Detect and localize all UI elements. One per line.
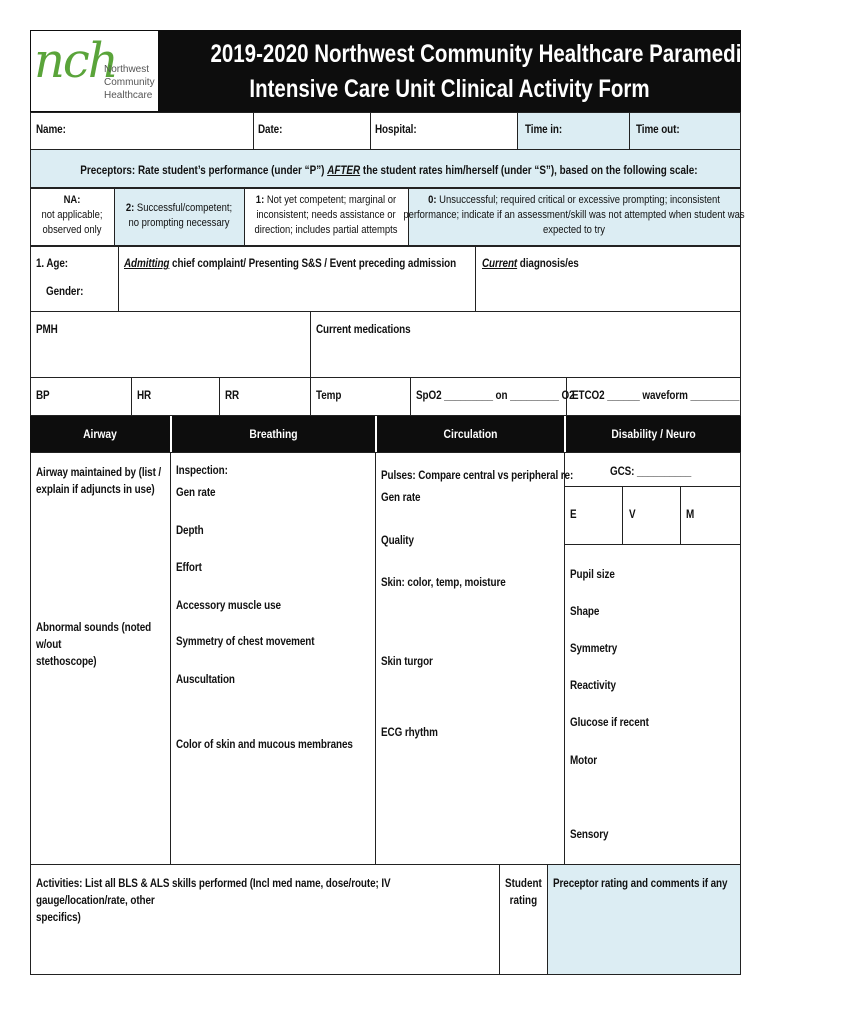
- airway-header: Airway: [83, 427, 117, 441]
- student-rating-line2: rating: [509, 895, 537, 907]
- inspection-label: Inspection:: [176, 465, 228, 477]
- hospital-label: Hospital:: [375, 124, 417, 136]
- scale-1-bold: 1:: [255, 194, 265, 206]
- ecg-label: ECG rhythm: [381, 727, 438, 739]
- airway-maintained-line2: explain if adjuncts in use): [36, 484, 155, 496]
- spo2-label: SpO2 _________ on _________ O2: [416, 390, 575, 402]
- activities-label: [36, 876, 483, 927]
- diagnosis-rest: diagnosis/es: [517, 258, 579, 270]
- scale-2-bold: 2:: [125, 202, 135, 214]
- pupil-shape-label: Shape: [570, 606, 600, 618]
- motor-label: Motor: [570, 755, 598, 767]
- section-sep-3: [564, 416, 566, 452]
- neuro-header: Disability / Neuro: [611, 427, 696, 441]
- preceptor-post: the student rates him/herself (under “S”), based on the following scale:: [360, 165, 698, 177]
- patient-divider-1: [118, 247, 119, 311]
- info-divider-date: [253, 113, 254, 149]
- motor-score-label: M: [686, 509, 695, 521]
- skin-label: Skin: color, temp, moisture: [381, 577, 506, 589]
- bp-label: BP: [36, 390, 50, 402]
- admitting-label: [124, 258, 456, 270]
- form-title-line2: Intensive Care Unit Clinical Activity Form: [249, 75, 650, 103]
- section-sep-2: [375, 416, 377, 452]
- circulation-header: Circulation: [443, 427, 498, 441]
- pupil-size-label: Pupil size: [570, 569, 615, 581]
- auscultation-label: Auscultation: [176, 674, 235, 686]
- age-label: 1. Age:: [36, 258, 69, 270]
- scale-1-divider: [244, 189, 245, 245]
- vitals-divider-temp: [310, 378, 311, 415]
- name-label: Name:: [36, 124, 66, 136]
- airway-abnormal-line1: Abnormal sounds (noted w/out: [36, 622, 152, 651]
- scale-na-line1: not applicable;: [41, 209, 103, 221]
- evm-row: [565, 487, 740, 545]
- pmh-label: PMH: [36, 324, 58, 336]
- reactivity-label: Reactivity: [570, 680, 616, 692]
- logo-line2: Community: [104, 77, 155, 88]
- diagnosis-label: [482, 258, 579, 270]
- turgor-label: Skin turgor: [381, 656, 433, 668]
- info-divider-hospital: [370, 113, 371, 149]
- etco2-label: ETCO2 ______ waveform _________: [572, 390, 740, 402]
- breathing-header: Breathing: [249, 427, 298, 441]
- chest-symmetry-label: Symmetry of chest movement: [176, 636, 315, 648]
- admitting-rest: chief complaint/ Presenting S&S / Event preceding admission: [169, 258, 457, 270]
- scale-0-line3: expected to try: [542, 224, 606, 236]
- rr-label: RR: [225, 390, 240, 402]
- pupil-symmetry-label: Symmetry: [570, 643, 618, 655]
- body-divider-2: [375, 453, 376, 864]
- airway-maintained-line1: Airway maintained by (list /: [36, 467, 162, 479]
- eye-score-label: E: [570, 509, 577, 521]
- quality-label: Quality: [381, 535, 414, 547]
- scale-0-bold: 0:: [428, 194, 437, 206]
- section-sep-1: [170, 416, 172, 452]
- preceptor-instructions-text: [30, 161, 741, 179]
- date-label: Date:: [258, 124, 283, 136]
- admitting-underlined: Admitting: [124, 258, 170, 270]
- circulation-gen-rate: Gen rate: [381, 492, 421, 504]
- form-title-line1: 2019-2020 Northwest Community Healthcare Paramedic Program: [210, 40, 843, 68]
- glucose-label: Glucose if recent: [570, 717, 649, 729]
- scale-na-title: NA:: [63, 194, 81, 206]
- preceptor-after: AFTER: [327, 165, 361, 177]
- vitals-divider-spo2: [410, 378, 411, 415]
- effort-label: Effort: [176, 562, 202, 574]
- scale-na: [36, 193, 108, 238]
- scale-1-line3: direction; includes partial attempts: [254, 224, 398, 236]
- scale-0-line2: performance; indicate if an assessment/skill was not attempted when student was: [403, 209, 745, 221]
- hr-label: HR: [137, 390, 152, 402]
- time-out-label: Time out:: [636, 124, 680, 136]
- airway-maintained: [36, 465, 174, 499]
- current-underlined: Current: [482, 258, 518, 270]
- history-divider: [310, 312, 311, 377]
- logo-block: [31, 31, 158, 111]
- scale-0: [402, 193, 746, 238]
- vitals-divider-rr: [219, 378, 220, 415]
- patient-row: [30, 246, 741, 312]
- sensory-label: Sensory: [570, 829, 609, 841]
- scale-2-line2: no prompting necessary: [128, 217, 230, 229]
- temp-label: Temp: [316, 390, 342, 402]
- student-rating-line1: Student: [504, 878, 542, 890]
- logo-mark: nch: [34, 33, 117, 89]
- skin-color-label: Color of skin and mucous membranes: [176, 739, 353, 751]
- history-row: [30, 311, 741, 378]
- verbal-score-label: V: [629, 509, 636, 521]
- breathing-gen-rate: Gen rate: [176, 487, 216, 499]
- evm-divider-2: [680, 487, 681, 545]
- airway-abnormal-line2: stethoscope): [36, 656, 97, 668]
- gender-label: Gender:: [46, 286, 84, 298]
- scale-1-line1: Not yet competent; marginal or: [264, 194, 397, 206]
- preceptor-pre: Preceptors: Rate student’s performance (under “P”): [80, 165, 328, 177]
- scale-1: [252, 193, 400, 238]
- student-rating-label: [499, 876, 547, 910]
- activities-line2: specifics): [36, 912, 81, 924]
- activities-line1: Activities: List all BLS & ALS skills performed (Incl med name, dose/route; IV gauge/location/rate, other: [36, 878, 391, 907]
- scale-2: [123, 201, 235, 231]
- scale-0-line1: Unsuccessful; required critical or excessive prompting; inconsistent: [436, 194, 720, 206]
- logo-line3: Healthcare: [104, 90, 153, 101]
- scale-na-line2: observed only: [42, 224, 102, 236]
- logo-line1: Northwest: [104, 64, 150, 75]
- depth-label: Depth: [176, 525, 204, 537]
- accessory-label: Accessory muscle use: [176, 600, 281, 612]
- evm-divider-1: [622, 487, 623, 545]
- time-in-label: Time in:: [525, 124, 563, 136]
- medications-label: Current medications: [316, 324, 411, 336]
- patient-divider-2: [475, 247, 476, 311]
- scale-1-line2: inconsistent; needs assistance or: [256, 209, 396, 221]
- preceptor-comments-label: Preceptor rating and comments if any: [553, 878, 728, 890]
- scale-2-line1: Successful/competent;: [134, 202, 233, 214]
- gcs-label: GCS: __________: [610, 466, 692, 478]
- vitals-divider-hr: [131, 378, 132, 415]
- pulses-label: Pulses: Compare central vs peripheral re:: [381, 470, 574, 482]
- airway-abnormal: [36, 620, 174, 671]
